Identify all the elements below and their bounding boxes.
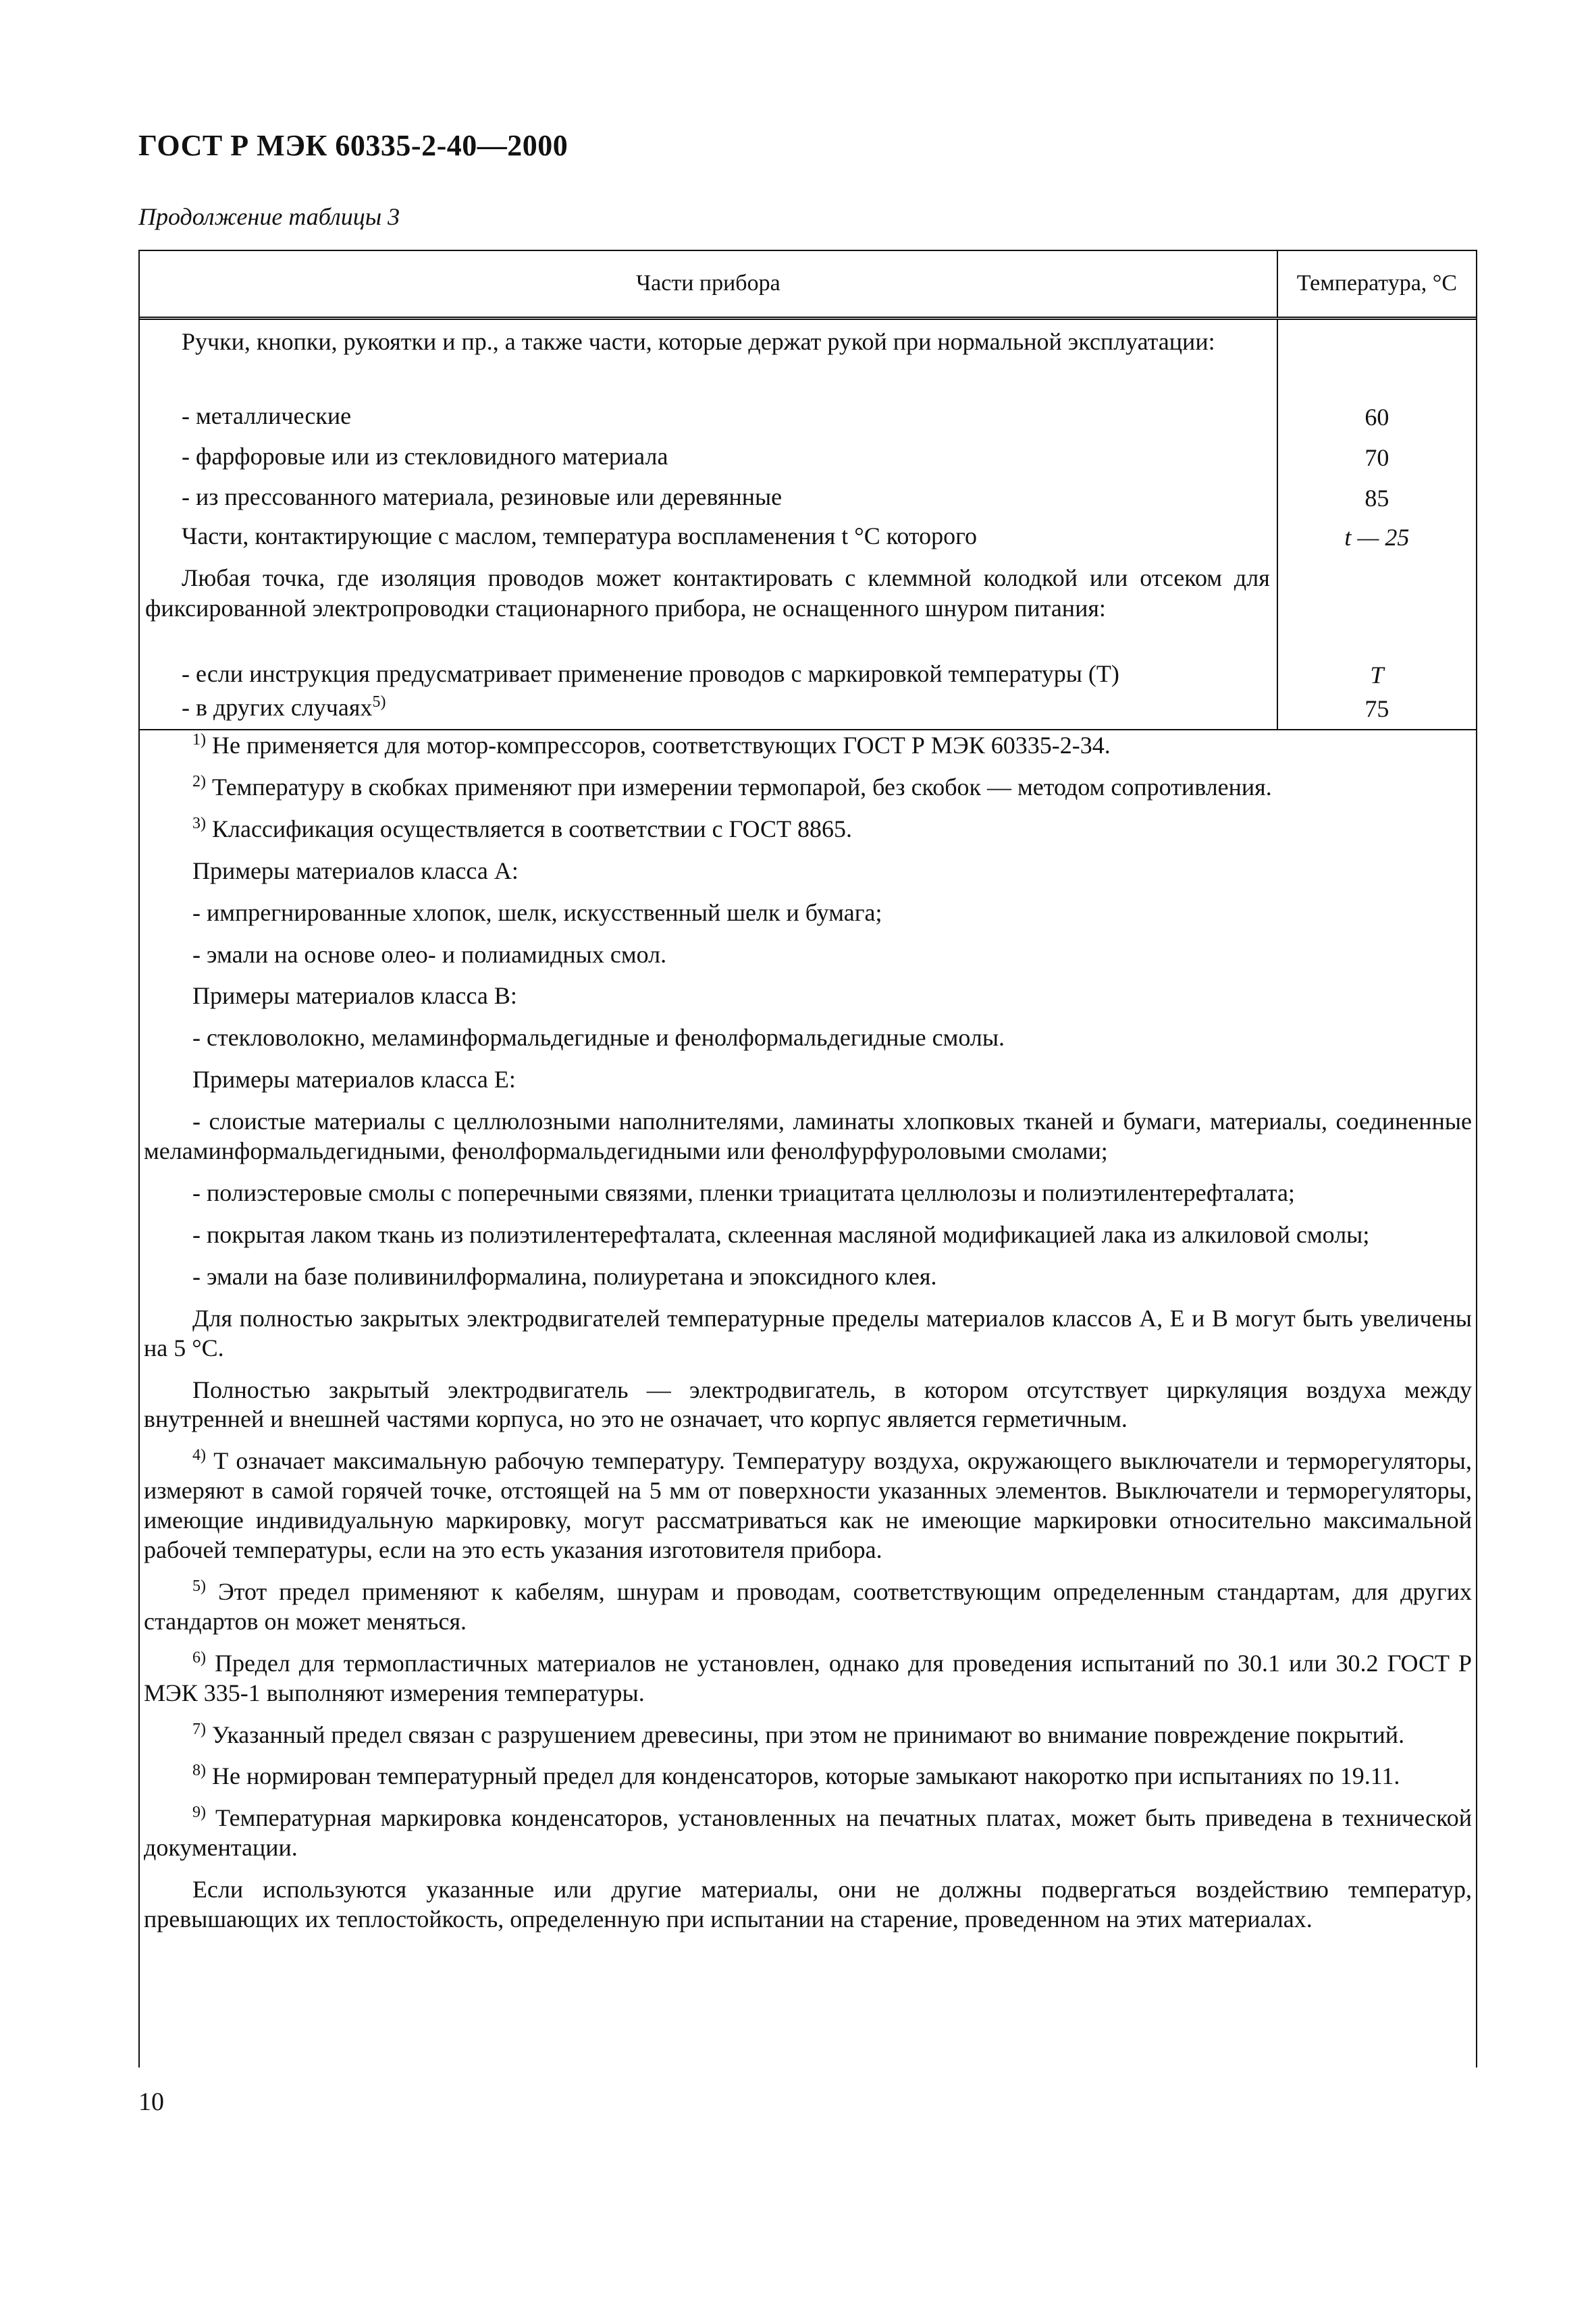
table-row-pressed: - из прессованного материала, резиновые или деревянные — [182, 483, 783, 510]
temperature-cell — [1277, 319, 1477, 730]
footnote-text: T означает максимальную рабочую температуру. Температуру воздуха, окружающего выключатели и терморегуляторы, измеряют в самой горячей точке, отстоящей на 5 мм от поверхности указанных элементов. Выключатели и терморегуляторы, имеющие индивидуальную маркировку, могут рассматриваться как не имеющие маркировки относительно максимальной рабочей температуры, если на это есть указания изготовителя прибора. — [144, 1447, 1472, 1564]
temp-value: 75 — [1364, 695, 1389, 722]
footnote-marker: 2) — [192, 772, 206, 790]
table-row — [139, 319, 1477, 730]
table-row-metal: - металлические — [182, 402, 352, 429]
table-caption: Продолжение таблицы 3 — [138, 203, 400, 230]
footnote-text: Не нормирован температурный предел для конденсаторов, которые замыкают накоротко при испытаниях по 19.11. — [212, 1762, 1400, 1790]
temp-value: 70 — [1364, 444, 1389, 471]
footnote-7 — [144, 1721, 1472, 1750]
temp-value: 60 — [1364, 404, 1389, 431]
footnote-text: Классификация осуществляется в соответствии с ГОСТ 8865. — [212, 815, 852, 842]
footnote-text: Температуру в скобках применяют при измерении термопарой, без скобок — методом сопротивления. — [212, 773, 1272, 801]
footnote-marker: 9) — [192, 1804, 206, 1822]
footnote-1 — [144, 731, 1472, 761]
table-row-handles: Ручки, кнопки, рукоятки и пр., а также части, которые держат рукой при нормальной эксплуатации: — [182, 328, 1215, 355]
footnote-5 — [144, 1577, 1472, 1637]
footnote-6 — [144, 1649, 1472, 1708]
footnote-3 — [144, 815, 1472, 844]
footnote-marker: 4) — [192, 1447, 206, 1465]
temp-value: T — [1370, 661, 1384, 688]
note-paragraph: Примеры материалов класса Е: — [192, 1066, 516, 1093]
footnote-text: Не применяется для мотор-компрессоров, соответствующих ГОСТ Р МЭК 60335-2-34. — [212, 732, 1111, 759]
note-paragraph: - эмали на основе олео- и полиамидных смол. — [192, 940, 667, 968]
note-paragraph: Примеры материалов класса А: — [192, 857, 519, 884]
footnote-2 — [144, 773, 1472, 803]
temperature-table — [138, 250, 1477, 730]
temp-value: 85 — [1364, 485, 1389, 512]
note-paragraph: - импрегнированные хлопок, шелк, искусственный шелк и бумага; — [192, 898, 882, 926]
footnote-text: Предел для термопластичных материалов не установлен, однако для проведения испытаний по 30.1 или 30.2 ГОСТ Р МЭК 335-1 выполняют измерения температуры. — [144, 1649, 1473, 1706]
footnote-marker: 5) — [192, 1577, 206, 1595]
column-header-parts: Части прибора — [139, 250, 1277, 319]
document-title: ГОСТ Р МЭК 60335-2-40—2000 — [138, 129, 568, 162]
footnote-marker: 6) — [192, 1648, 206, 1667]
other-cases-text: - в других случаях — [182, 694, 373, 721]
note-paragraph: Для полностью закрытых электродвигателей температурные пределы материалов классов А, Е и В могут быть увеличены на 5 °С. — [144, 1304, 1472, 1361]
note-paragraph: - полиэстеровые смолы с поперечными связями, пленки триацитата целлюлозы и полиэтилентерефталата; — [192, 1179, 1295, 1206]
table-row-porcelain: - фарфоровые или из стекловидного материала — [182, 443, 668, 470]
note-paragraph: - стекловолокно, меламинформальдегидные и фенолформальдегидные смолы. — [192, 1024, 1005, 1052]
page-number: 10 — [138, 2088, 164, 2116]
parts-cell — [139, 319, 1277, 730]
table-header-row — [139, 250, 1477, 319]
note-paragraph: - слоистые материалы с целлюлозными наполнителями, ламинаты хлопковых тканей и бумаги, материалы, соединенные меламинформальдегидными, фенолформальдегидными или фенолфурфуроловыми смолами; — [144, 1108, 1472, 1165]
temp-value — [1278, 320, 1476, 393]
footnote-4 — [144, 1447, 1472, 1565]
note-paragraph: Примеры материалов класса В: — [192, 982, 517, 1010]
note-paragraph: Если используются указанные или другие материалы, они не должны подвергаться воздействию температур, превышающих их теплостойкость, определенную при испытании на старение, проведенном на этих материалах. — [144, 1876, 1472, 1933]
footnote-text: Температурная маркировка конденсаторов, установленных на печатных платах, может быть приведена в технической документации. — [144, 1804, 1473, 1862]
footnote-marker: 3) — [192, 814, 206, 832]
footnote-9 — [144, 1804, 1472, 1863]
note-paragraph: - покрытая лаком ткань из полиэтилентерефталата, склеенная масляной модификацией лака из алкиловой смолы; — [192, 1220, 1370, 1248]
table-row-other-cases — [145, 691, 1270, 722]
footnote-marker: 1) — [192, 731, 206, 749]
temp-value — [1278, 560, 1476, 655]
table-row-oil: Части, контактирующие с маслом, температура воспламенения t °С которого — [182, 522, 978, 549]
temp-value: t — 25 — [1344, 524, 1410, 551]
footnote-8 — [144, 1762, 1472, 1791]
column-header-temperature: Температура, °С — [1277, 250, 1477, 319]
footnote-marker: 7) — [192, 1720, 206, 1738]
footnote-text: Указанный предел связан с разрушением древесины, при этом не принимают во внимание повреждение покрытий. — [212, 1721, 1405, 1748]
table-row-wiring: Любая точка, где изоляция проводов может контактировать с клеммной колодкой или отсеком для фиксированной электропроводки стационарного прибора, не оснащенного шнуром питания: — [145, 564, 1270, 622]
note-paragraph: - эмали на базе поливинилформалина, полиуретана и эпоксидного клея. — [192, 1262, 937, 1290]
footnote-ref: 5) — [372, 693, 386, 711]
footnote-text: Этот предел применяют к кабелям, шнурам и проводам, соответствующим определенным стандартам, для других стандартов он может меняться. — [144, 1577, 1472, 1635]
footnote-marker: 8) — [192, 1762, 206, 1780]
note-paragraph: Полностью закрытый электродвигатель — электродвигатель, в котором отсутствует циркуляция воздуха между внутренней и внешней частями корпуса, но это не означает, что корпус является герметичным. — [144, 1376, 1472, 1433]
table-notes — [140, 731, 1476, 1935]
table-row-marked-wires: - если инструкция предусматривает применение проводов с маркировкой температуры (T) — [182, 660, 1119, 687]
